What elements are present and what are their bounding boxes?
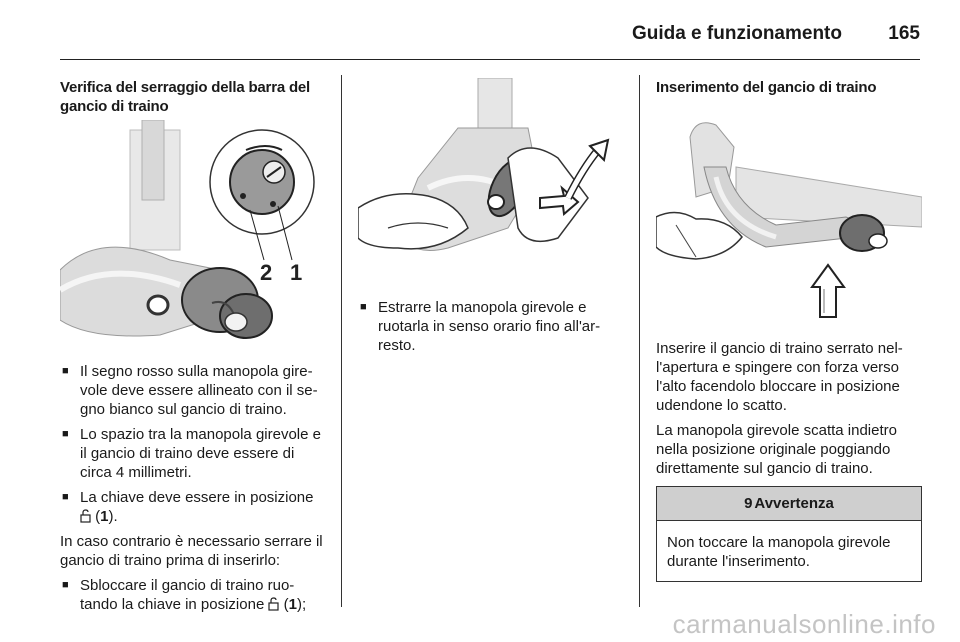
column-divider	[639, 75, 640, 607]
bullet-marker: ■	[62, 491, 69, 503]
list-item: ■ Estrarre la manopola girevole e ruotarla in senso orario fino all'ar-resto.	[360, 299, 601, 354]
check-list	[60, 362, 328, 526]
column-1	[60, 78, 328, 620]
unlock-list	[60, 576, 328, 614]
paragraph: La manopola girevole scatta indietro nella posizione originale poggiando direttamente sul gancio di traino.	[656, 422, 897, 477]
paragraph: Inserire il gancio di traino serrato nel-l'apertura e spingere con forza verso l'alto facendolo bloccare in posizione udendone lo scatto.	[656, 340, 903, 414]
list-item: ■ Sbloccare il gancio di traino ruo-tando la chiave in posizione (1);	[62, 577, 307, 613]
list-item: ■ Il segno rosso sulla manopola gire-vole deve essere allineato con il se-gno bianco sul gancio di traino.	[62, 363, 318, 418]
warning-icon: 9	[744, 495, 753, 512]
unlocked-key-icon	[268, 597, 279, 611]
list-item: ■ Lo spazio tra la manopola girevole e il gancio di traino deve essere di circa 4 millimetri.	[62, 426, 321, 481]
callout-1: 1	[290, 260, 303, 285]
insert-tow-hook-illustration	[656, 107, 922, 327]
column-3	[656, 78, 922, 582]
section-heading: Inserimento del gancio di traino	[656, 79, 877, 96]
warning-header	[657, 487, 921, 521]
page-header	[60, 20, 920, 60]
paragraph: In caso contrario è necessario serrare il gancio di traino prima di inserirlo:	[60, 533, 323, 569]
list-item: ■ La chiave deve essere in posizione (1).	[62, 489, 314, 525]
knob-list	[358, 298, 622, 355]
warning-box	[656, 486, 922, 582]
column-divider	[341, 75, 342, 607]
bullet-marker: ■	[62, 579, 69, 591]
rotate-knob-illustration	[358, 78, 622, 286]
warning-title: Avvertenza	[754, 495, 834, 512]
section-heading: Verifica del serraggio della barra del gancio di traino	[60, 79, 311, 115]
warning-text: Non toccare la manopola girevole durante l'inserimento.	[667, 534, 891, 570]
page-number: 165	[888, 23, 920, 44]
unlocked-key-icon	[80, 509, 91, 523]
header-title: Guida e funzionamento	[631, 23, 842, 44]
watermark: carmanualsonline.info	[672, 609, 936, 639]
column-2	[358, 78, 622, 361]
bullet-marker: ■	[62, 428, 69, 440]
bullet-marker: ■	[62, 365, 69, 377]
bullet-marker: ■	[360, 301, 367, 313]
tow-bar-check-illustration	[60, 120, 328, 348]
callout-2: 2	[260, 260, 273, 285]
